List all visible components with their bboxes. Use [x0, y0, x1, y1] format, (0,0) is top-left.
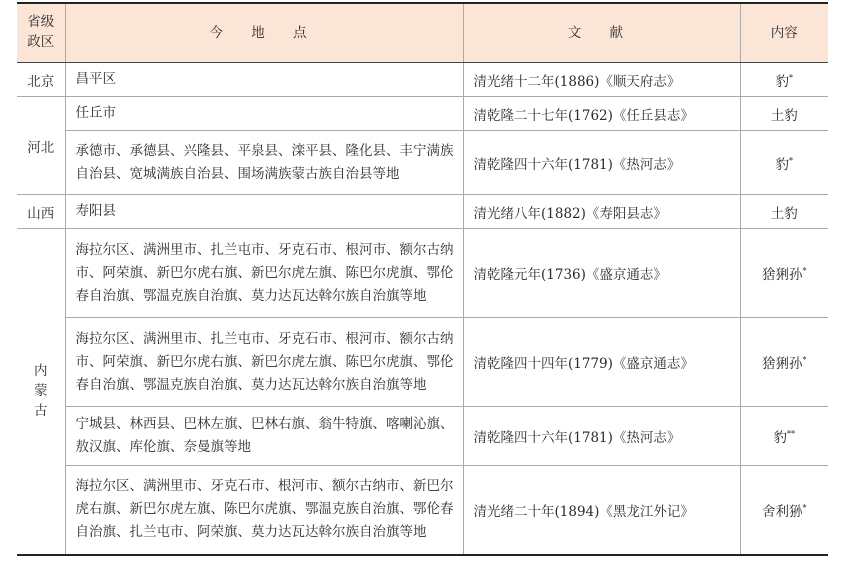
footnote-mark: * — [789, 73, 793, 82]
footnote-mark: * — [789, 156, 793, 165]
content-text: 土豹 — [770, 205, 798, 222]
document-cell: 清光绪二十年(1894)《黑龙江外记》 — [463, 466, 740, 555]
content-cell — [740, 318, 828, 407]
province-cell: 山西 — [17, 195, 65, 229]
content-cell — [740, 63, 828, 97]
table-row — [17, 318, 828, 407]
content-cell — [740, 131, 828, 195]
content-text: 豹 — [775, 156, 789, 173]
table-row — [17, 229, 828, 318]
document-cell: 清乾隆四十六年(1781)《热河志》 — [463, 131, 740, 195]
table-row — [17, 131, 828, 195]
content-cell — [740, 97, 828, 131]
content-text: 土豹 — [770, 107, 798, 124]
province-cell: 北京 — [17, 63, 65, 97]
document-cell: 清乾隆二十七年(1762)《任丘县志》 — [463, 97, 740, 131]
header-province: 省级政区 — [17, 3, 65, 63]
content-text: 猞猁孙 — [762, 267, 803, 283]
table-row — [17, 407, 828, 466]
province-cell: 内蒙古 — [17, 229, 65, 555]
document-table — [17, 2, 828, 556]
province-cell: 河北 — [17, 97, 65, 195]
document-cell: 清乾隆四十四年(1779)《盛京通志》 — [463, 318, 740, 407]
place-cell: 宁城县、林西县、巴林左旗、巴林右旗、翁牛特旗、喀喇沁旗、敖汉旗、库伦旗、奈曼旗等地 — [65, 407, 463, 466]
table-row — [17, 63, 828, 97]
place-cell: 任丘市 — [65, 97, 463, 131]
document-cell: 清乾隆四十六年(1781)《热河志》 — [463, 407, 740, 466]
place-cell: 海拉尔区、满洲里市、牙克石市、根河市、额尔古纳市、新巴尔虎右旗、新巴尔虎左旗、陈巴尔虎旗、鄂温克族自治旗、鄂伦春自治旗、扎兰屯市、阿荣旗、莫力达瓦达斡尔族自治旗等地 — [65, 466, 463, 555]
content-cell — [740, 195, 828, 229]
footnote-mark: ** — [787, 429, 795, 439]
place-cell: 寿阳县 — [65, 195, 463, 229]
place-cell: 昌平区 — [65, 63, 463, 97]
content-cell — [740, 229, 828, 318]
place-cell: 海拉尔区、满洲里市、扎兰屯市、牙克石市、根河市、额尔古纳市、阿荣旗、新巴尔虎右旗、新巴尔虎左旗、陈巴尔虎旗、鄂伦春自治旗、鄂温克族自治旗、莫力达瓦达斡尔族自治旗等地 — [65, 318, 463, 407]
table-row — [17, 466, 828, 555]
footnote-mark: * — [802, 503, 807, 513]
content-text: 舍利狲 — [762, 503, 803, 520]
document-cell: 清光绪十二年(1886)《顺天府志》 — [463, 63, 740, 97]
content-cell — [740, 407, 828, 466]
footnote-mark: * — [802, 266, 807, 276]
content-text: 豹 — [773, 430, 787, 446]
place-cell: 海拉尔区、满洲里市、扎兰屯市、牙克石市、根河市、额尔古纳市、阿荣旗、新巴尔虎右旗、新巴尔虎左旗、陈巴尔虎旗、鄂伦春自治旗、鄂温克族自治旗、莫力达瓦达斡尔族自治旗等地 — [65, 229, 463, 318]
header-document: 文 献 — [463, 3, 740, 63]
content-text: 猞猁孙 — [762, 356, 803, 372]
footnote-mark: * — [802, 355, 807, 365]
table-row — [17, 97, 828, 131]
content-text: 豹 — [775, 73, 789, 90]
table-header-row — [17, 3, 828, 63]
header-content: 内容 — [740, 3, 828, 63]
document-cell: 清乾隆元年(1736)《盛京通志》 — [463, 229, 740, 318]
table-row — [17, 195, 828, 229]
content-cell — [740, 466, 828, 555]
document-cell: 清光绪八年(1882)《寿阳县志》 — [463, 195, 740, 229]
place-cell: 承德市、承德县、兴隆县、平泉县、滦平县、隆化县、丰宁满族自治县、宽城满族自治县、围场满族蒙古族自治县等地 — [65, 131, 463, 195]
header-place: 今 地 点 — [65, 3, 463, 63]
